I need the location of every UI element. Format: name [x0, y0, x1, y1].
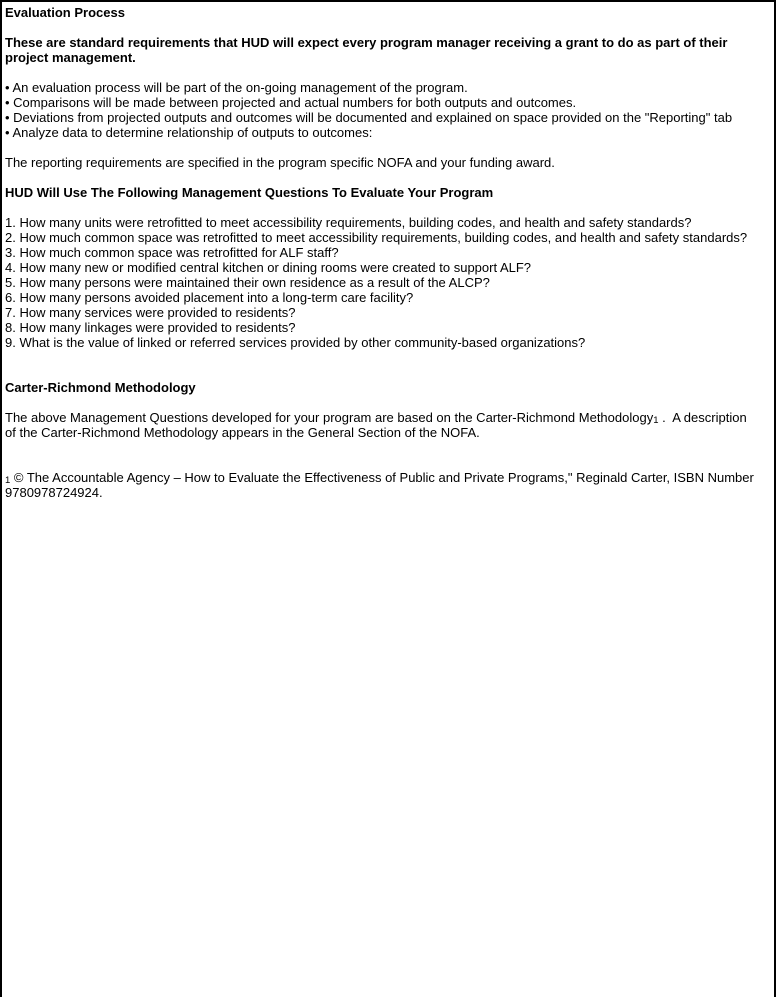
methodology-line-2: of the Carter-Richmond Methodology appears in the General Section of the NOFA. [5, 425, 480, 440]
footnote-marker: 1 [5, 475, 11, 486]
question-item: 1. How many units were retrofitted to meet accessibility requirements, building codes, and health and safety standards? [5, 215, 692, 230]
spacer [5, 20, 771, 35]
question-item: 6. How many persons avoided placement into a long-term care facility? [5, 290, 414, 305]
question-item: 4. How many new or modified central kitchen or dining rooms were created to support ALF? [5, 260, 532, 275]
intro-line-2: project management. [5, 50, 136, 65]
spacer [5, 440, 771, 470]
footnote-line-1 [5, 470, 771, 485]
spacer [5, 395, 771, 410]
footnote-line-2: 9780978724924. [5, 485, 103, 500]
methodology-text-end: . A description [658, 410, 747, 425]
question-item: 5. How many persons were maintained their own residence as a result of the ALCP? [5, 275, 490, 290]
bullet-item: • Comparisons will be made between projected and actual numbers for both outputs and outcomes. [5, 95, 577, 110]
footnote-text: © The Accountable Agency – How to Evaluate the Effectiveness of Public and Private Programs," Reginald Carter, ISBN Number [10, 470, 754, 485]
bullet-item: • Deviations from projected outputs and outcomes will be documented and explained on space provided on the "Reporting" tab [5, 110, 733, 125]
question-item: 7. How many services were provided to residents? [5, 305, 296, 320]
page-title: Evaluation Process [5, 5, 125, 20]
intro-line-1: These are standard requirements that HUD will expect every program manager receiving a grant to do as part of their [5, 35, 728, 50]
footnote-reference: 1 [653, 415, 659, 426]
spacer [5, 200, 771, 215]
reporting-note: The reporting requirements are specified in the program specific NOFA and your funding award. [5, 155, 555, 170]
question-item: 8. How many linkages were provided to residents? [5, 320, 296, 335]
spacer [5, 170, 771, 185]
questions-heading: HUD Will Use The Following Management Questions To Evaluate Your Program [5, 185, 494, 200]
methodology-line-1 [5, 410, 771, 425]
spacer [5, 140, 771, 155]
spacer [5, 350, 771, 380]
question-item: 3. How much common space was retrofitted for ALF staff? [5, 245, 339, 260]
methodology-heading: Carter-Richmond Methodology [5, 380, 196, 395]
question-item: 2. How much common space was retrofitted to meet accessibility requirements, building codes, and health and safety standards? [5, 230, 748, 245]
spacer [5, 65, 771, 80]
question-item: 9. What is the value of linked or referred services provided by other community-based organizations? [5, 335, 586, 350]
bullet-item: • An evaluation process will be part of the on-going management of the program. [5, 80, 468, 95]
bullet-item: • Analyze data to determine relationship of outputs to outcomes: [5, 125, 373, 140]
document-content [2, 2, 774, 500]
methodology-text: The above Management Questions developed for your program are based on the Carter-Richmond Methodology [5, 410, 654, 425]
